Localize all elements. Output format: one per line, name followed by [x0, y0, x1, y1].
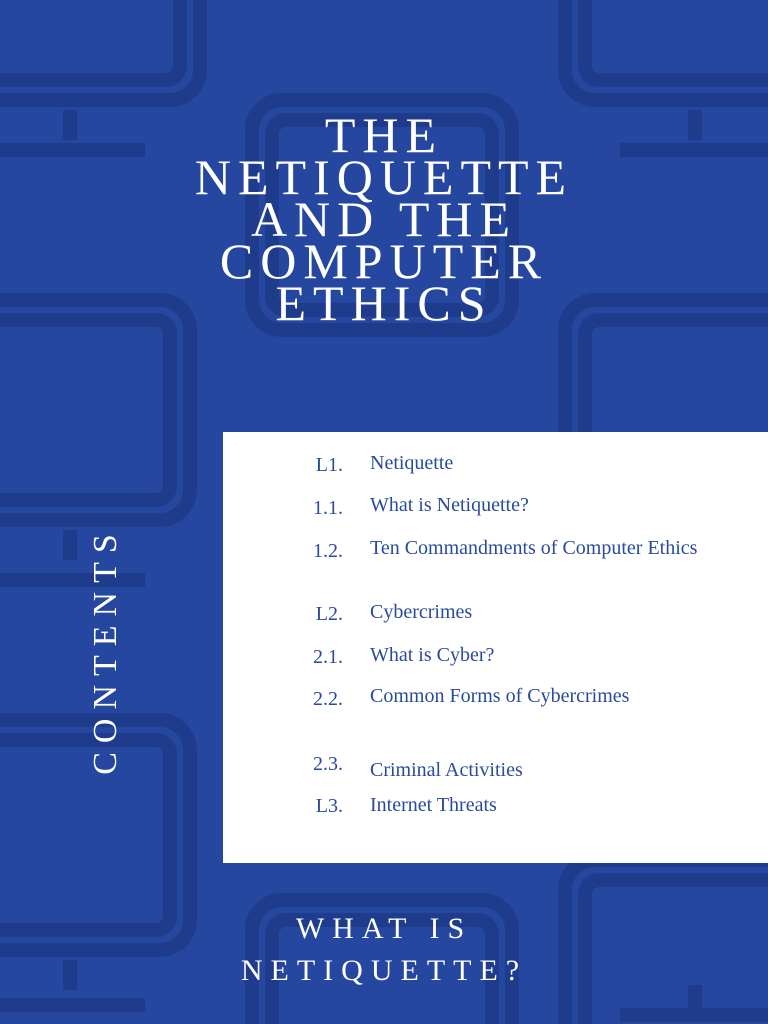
section-heading-line: NETIQUETTE?	[240, 954, 528, 987]
title-line: COMPUTER	[219, 233, 549, 289]
section-heading-line: WHAT IS	[295, 912, 473, 945]
toc-entry[interactable]: Netiquette	[370, 452, 454, 474]
document-title	[0, 107, 768, 331]
title-line: NETIQUETTE	[194, 149, 574, 205]
toc-entry[interactable]: What is Netiquette?	[370, 494, 529, 516]
toc-number: L2.	[315, 603, 343, 625]
section-heading	[0, 908, 768, 992]
toc-entry[interactable]: Ten Commandments of Computer Ethics	[370, 537, 698, 559]
toc-number: L1.	[315, 454, 343, 476]
toc-entry[interactable]: Internet Threats	[370, 794, 497, 816]
title-line: AND THE	[250, 191, 518, 247]
toc-number: 2.1.	[313, 646, 343, 668]
toc-number: 2.3.	[313, 753, 343, 775]
title-line: ETHICS	[275, 275, 493, 331]
table-of-contents	[223, 432, 768, 863]
toc-entry[interactable]: Cybercrimes	[370, 601, 473, 623]
toc-number: L3.	[315, 795, 343, 817]
title-line: THE	[324, 107, 444, 163]
toc-entry[interactable]: Criminal Activities	[370, 759, 523, 781]
toc-number: 2.2.	[313, 688, 343, 710]
toc-number: 1.2.	[313, 540, 343, 562]
toc-entry[interactable]: Common Forms of Cybercrimes	[370, 685, 630, 707]
toc-entry[interactable]: What is Cyber?	[370, 644, 495, 666]
toc-number: 1.1.	[313, 497, 343, 519]
contents-label: CONTENTS	[87, 525, 124, 775]
